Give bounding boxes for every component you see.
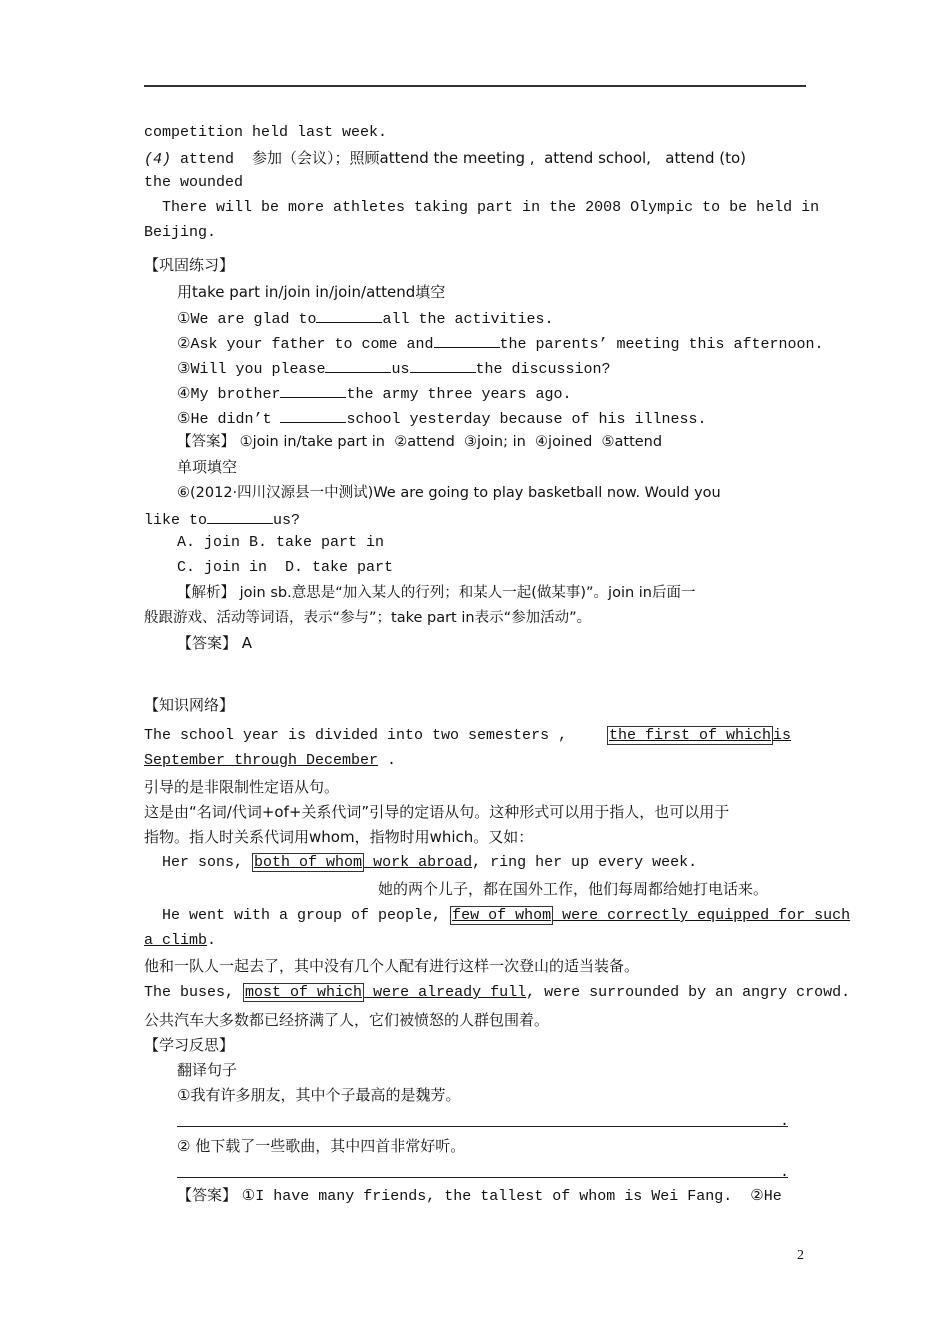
exercise-item — [177, 408, 707, 429]
example-text: . — [378, 752, 397, 769]
instruction: 单项填空 — [177, 458, 238, 476]
example-line — [144, 752, 396, 770]
fill-blank — [280, 408, 346, 423]
translation-prompt: ①我有许多朋友，其中个子最高的是魏芳。 — [177, 1086, 461, 1104]
section-heading: 【学习反思】 — [144, 1036, 235, 1054]
translation-line: 他和一队人一起去了，其中没有几个人配有进行这样一次登山的适当装备。 — [144, 957, 640, 975]
keyword: attend — [171, 151, 253, 168]
explanation-line: 【解析】 join sb.意思是“加入某人的行列；和某人一起(做某事)”。join in后面一 — [177, 585, 696, 601]
text-line: Beijing. — [144, 224, 217, 241]
example-text: The buses, — [144, 984, 244, 1001]
answer-line: 【答案】 A — [177, 634, 253, 652]
text-line: the wounded — [144, 174, 244, 191]
underlined-text: is — [773, 727, 792, 744]
answer-text: ①I have many friends, the tallest of whom is Wei Fang. ②He — [241, 1188, 782, 1205]
example-line — [144, 854, 697, 872]
text-line: 指物。指人时关系代词用whom，指物时用which。又如： — [144, 828, 534, 846]
answer-label: 【答案】 — [177, 1186, 242, 1204]
instruction: 用take part in/join in/join/attend填空 — [177, 283, 446, 301]
question-text: like to — [144, 512, 208, 529]
exercise-text: ④My brother — [177, 386, 281, 403]
example-line — [144, 932, 216, 950]
example-text: , ring her up every week. — [472, 854, 698, 871]
exercise-item — [177, 308, 554, 329]
page-number: 2 — [797, 1248, 804, 1263]
exercise-text: ①We are glad to — [177, 311, 317, 328]
fill-blank — [316, 308, 382, 323]
underlined-text: September through December — [144, 752, 379, 769]
highlight-box: most of which — [245, 984, 363, 1001]
translation-line: 她的两个儿子，都在国外工作，他们每周都给她打电话来。 — [378, 880, 769, 898]
example-text: Her sons, — [144, 854, 253, 871]
fill-blank — [410, 358, 476, 373]
example-text: , were surrounded by an angry crowd. — [526, 984, 851, 1001]
exercise-text: ③Will you please — [177, 361, 326, 378]
example-line — [144, 727, 576, 745]
translation-line: 公共汽车大多数都已经挤满了人，它们被愤怒的人群包围着。 — [144, 1011, 550, 1029]
exercise-text: the discussion? — [475, 361, 611, 378]
text-line: 引导的是非限制性定语从句。 — [144, 778, 340, 796]
item-number: (4) — [144, 151, 172, 168]
exercise-text: all the activities. — [382, 311, 554, 328]
section-heading: 【巩固练习】 — [144, 256, 235, 274]
highlight-box: both of whom — [254, 854, 363, 871]
fill-blank — [280, 383, 346, 398]
fill-blank — [434, 333, 500, 348]
text-line: There will be more athletes taking part in the 2008 Olympic to be held in — [144, 199, 820, 216]
exercise-item — [177, 383, 572, 404]
fill-blank — [325, 358, 391, 373]
exercise-text: school yesterday because of his illness. — [346, 411, 707, 428]
example-line — [607, 727, 791, 745]
definition: 参加（会议）；照顾attend the meeting , attend school, attend (to) — [252, 149, 746, 167]
exercise-text: us — [391, 361, 410, 378]
answer-line: 【答案】 ①join in/take part in ②attend ③join; in ④joined ⑤attend — [177, 434, 663, 450]
exercise-text: the army three years ago. — [346, 386, 572, 403]
underlined-text: a climb — [144, 932, 208, 949]
option-line: C. join in D. take part — [177, 559, 394, 576]
example-text: He went with a group of people, — [144, 907, 451, 924]
header-rule — [144, 85, 806, 87]
explanation-line: 般跟游戏、活动等词语，表示“参与”；take part in表示“参加活动”。 — [144, 610, 592, 626]
example-text: The school year is divided into two semesters , — [144, 727, 577, 744]
line-end-dot: . — [780, 1113, 790, 1130]
text-line — [144, 149, 746, 169]
answer-line-blank — [177, 1126, 788, 1127]
exercise-text: ⑤He didn’t — [177, 411, 281, 428]
answer-line — [177, 1186, 782, 1206]
fill-blank — [207, 509, 273, 524]
highlight-box: few of whom — [452, 907, 552, 924]
section-heading: 【知识网络】 — [144, 696, 235, 714]
text-line: competition held last week. — [144, 124, 388, 141]
translation-prompt: ② 他下载了一些歌曲，其中四首非常好听。 — [177, 1137, 466, 1155]
instruction: 翻译句子 — [177, 1061, 238, 1079]
underlined-text: were already full — [364, 984, 527, 1001]
exercise-text: ②Ask your father to come and — [177, 336, 434, 353]
exercise-item — [177, 358, 611, 379]
example-line — [144, 907, 850, 925]
exercise-item — [177, 333, 824, 354]
example-line — [144, 984, 850, 1002]
underlined-text: work abroad — [364, 854, 473, 871]
question-line: ⑥(2012·四川汉源县一中测试)We are going to play basketball now. Would you — [177, 485, 721, 501]
highlight-box: the first of which — [609, 727, 772, 744]
text-line: 这是由“名词/代词+of+关系代词”引导的定语从句。这种形式可以用于指人，也可以用于 — [144, 803, 730, 821]
answer-line-blank — [177, 1177, 788, 1178]
exercise-text: the parents’ meeting this afternoon. — [499, 336, 824, 353]
question-line — [144, 509, 300, 530]
example-text: . — [207, 932, 217, 949]
line-end-dot: . — [780, 1164, 790, 1181]
question-text: us? — [273, 512, 301, 529]
underlined-text: were correctly equipped for such — [553, 907, 851, 924]
option-line: A. join B. take part in — [177, 534, 385, 551]
